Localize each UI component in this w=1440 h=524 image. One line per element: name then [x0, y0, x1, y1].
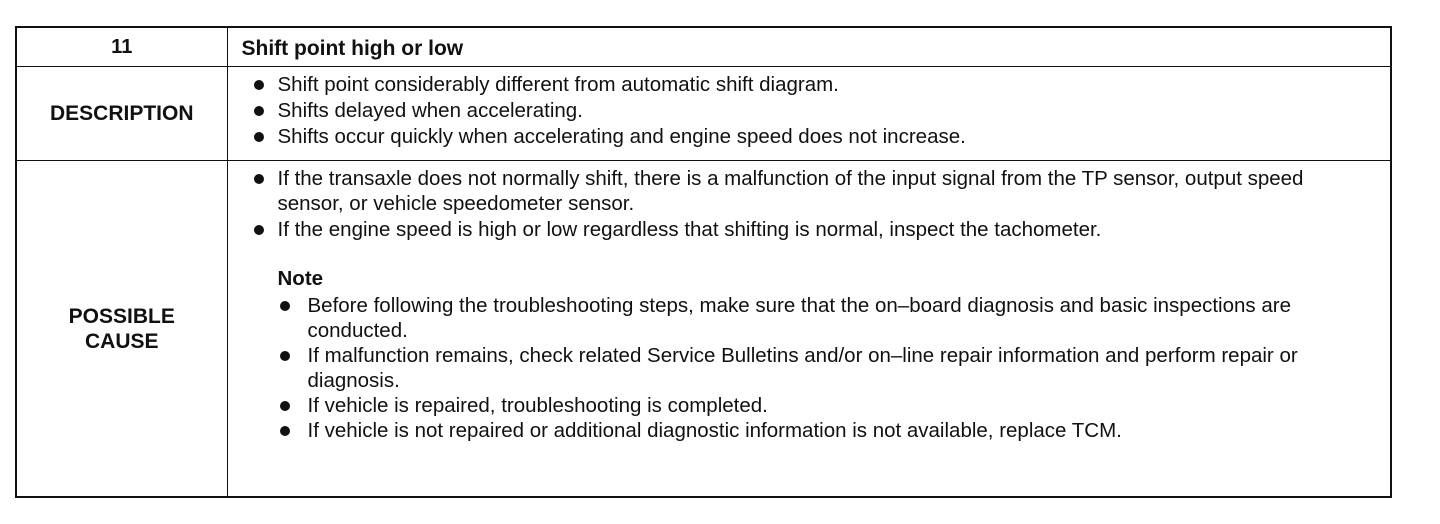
list-item	[278, 393, 1371, 418]
description-text: Shift point considerably different from automatic shift diagram.	[277, 73, 839, 96]
list-item	[242, 98, 1371, 123]
possible-cause-label-line1: POSSIBLE	[68, 304, 175, 328]
possible-cause-row	[17, 161, 1390, 497]
cause-list	[242, 166, 1371, 242]
note-text: Before following the troubleshooting steps, make sure that the on–board diagnosis and basic inspections are conducted.	[307, 294, 1291, 342]
note-text: If malfunction remains, check related Service Bulletins and/or on–line repair information and perform repair or diagnosis.	[307, 344, 1298, 392]
possible-cause-label	[17, 161, 227, 497]
note-list	[278, 293, 1371, 443]
list-item	[242, 72, 1371, 97]
bullet-icon	[280, 301, 290, 311]
list-item	[242, 217, 1371, 242]
bullet-icon	[280, 426, 290, 436]
cause-text: If the engine speed is high or low regardless that shifting is normal, inspect the tachometer.	[277, 218, 1102, 241]
description-label: DESCRIPTION	[17, 67, 227, 161]
bullet-icon	[254, 174, 264, 184]
bullet-icon	[254, 225, 264, 235]
troubleshooting-table	[15, 26, 1392, 498]
bullet-icon	[280, 401, 290, 411]
list-item	[278, 343, 1371, 393]
description-text: Shifts occur quickly when accelerating and engine speed does not increase.	[277, 125, 966, 148]
possible-cause-label-line2: CAUSE	[84, 329, 159, 353]
cause-text: If the transaxle does not normally shift, there is a malfunction of the input signal from the TP sensor, output speed sensor, or vehicle speedometer sensor.	[277, 167, 1304, 215]
list-item	[242, 166, 1371, 216]
possible-cause-body	[227, 161, 1390, 497]
header-row	[17, 28, 1390, 67]
list-item	[278, 293, 1371, 343]
symptom-title: Shift point high or low	[227, 28, 1390, 67]
note-text: If vehicle is repaired, troubleshooting is completed.	[307, 394, 768, 417]
description-text: Shifts delayed when accelerating.	[277, 99, 583, 122]
troubleshooting-grid	[17, 28, 1390, 496]
description-list	[242, 72, 1371, 149]
note-text: If vehicle is not repaired or additional diagnostic information is not available, replace TCM.	[307, 419, 1122, 442]
bullet-icon	[254, 106, 264, 116]
bullet-icon	[254, 80, 264, 90]
bullet-icon	[254, 132, 264, 142]
step-number: 11	[17, 28, 227, 67]
note-block	[242, 266, 1371, 443]
description-body	[227, 67, 1390, 161]
list-item	[278, 418, 1371, 443]
description-row	[17, 67, 1390, 161]
list-item	[242, 124, 1371, 149]
bullet-icon	[280, 351, 290, 361]
note-title: Note	[277, 267, 324, 290]
